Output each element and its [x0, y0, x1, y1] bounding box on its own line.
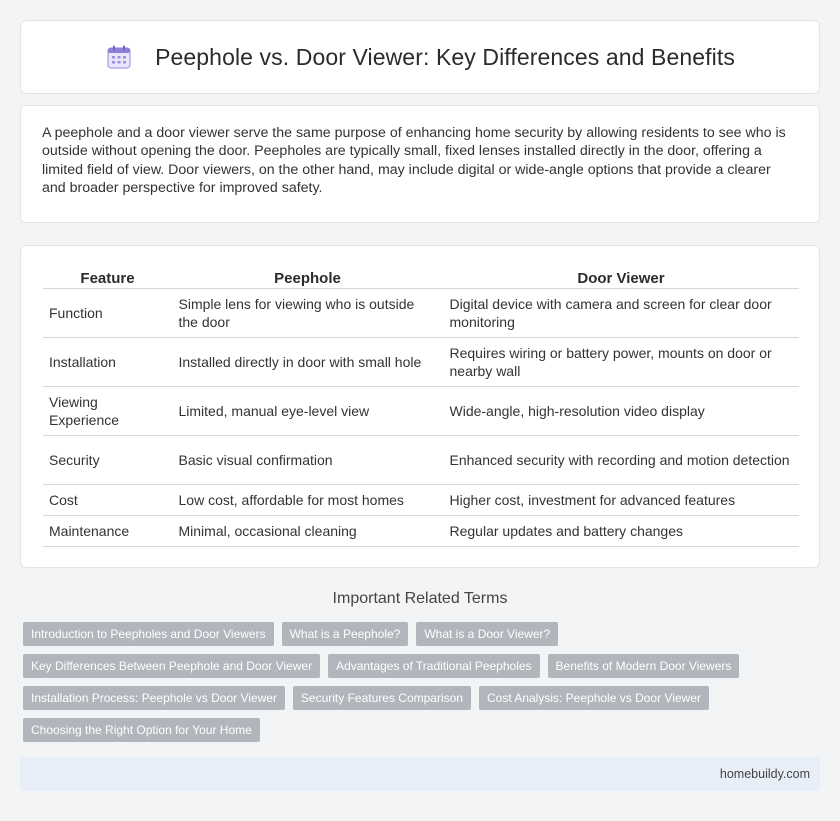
peephole-cell: Low cost, affordable for most homes [172, 484, 443, 515]
footer [20, 757, 820, 791]
feature-cell: Viewing Experience [43, 386, 172, 435]
related-term-tag[interactable]: What is a Door Viewer? [416, 622, 558, 646]
related-term-tag[interactable]: Security Features Comparison [293, 686, 471, 710]
peephole-cell: Limited, manual eye-level view [172, 386, 443, 435]
header-feature: Feature [43, 266, 172, 288]
peephole-cell: Minimal, occasional cleaning [172, 515, 443, 546]
peephole-cell: Installed directly in door with small hole [172, 337, 443, 386]
comparison-table [43, 266, 799, 547]
comparison-card [20, 245, 820, 568]
related-terms-title: Important Related Terms [332, 590, 508, 607]
feature-cell: Maintenance [43, 515, 172, 546]
header-peephole: Peephole [172, 266, 443, 288]
table-header-row [43, 266, 799, 288]
footer-site-link[interactable]: homebuildy.com [719, 767, 810, 781]
peephole-cell: Basic visual confirmation [172, 435, 443, 484]
table-row [43, 515, 799, 546]
related-term-tag[interactable]: Introduction to Peepholes and Door Viewers [23, 622, 274, 646]
door-viewer-cell: Enhanced security with recording and motion detection [443, 435, 799, 484]
related-term-tag[interactable]: What is a Peephole? [282, 622, 409, 646]
table-row [43, 435, 799, 484]
related-term-tag[interactable]: Choosing the Right Option for Your Home [23, 718, 260, 742]
page-header [20, 20, 820, 94]
door-viewer-cell: Digital device with camera and screen for clear door monitoring [443, 288, 799, 337]
door-viewer-cell: Regular updates and battery changes [443, 515, 799, 546]
related-term-tag[interactable]: Key Differences Between Peephole and Door Viewer [23, 654, 320, 678]
peephole-cell: Simple lens for viewing who is outside the door [172, 288, 443, 337]
table-row [43, 484, 799, 515]
door-viewer-cell: Wide-angle, high-resolution video display [443, 386, 799, 435]
feature-cell: Function [43, 288, 172, 337]
door-viewer-cell: Requires wiring or battery power, mounts on door or nearby wall [443, 337, 799, 386]
table-row [43, 337, 799, 386]
feature-cell: Cost [43, 484, 172, 515]
door-viewer-cell: Higher cost, investment for advanced features [443, 484, 799, 515]
table-row [43, 288, 799, 337]
related-terms-list [23, 622, 823, 750]
intro-text: A peephole and a door viewer serve the same purpose of enhancing home security by allowing residents to see who is outside without opening the door. Peepholes are typically small, fixed lenses installed directly in the door, offering a limited field of view. Door viewers, on the other hand, may include digital or wide-angle options that provide a clearer and broader perspective for improved safety. [42, 125, 786, 196]
related-term-tag[interactable]: Advantages of Traditional Peepholes [328, 654, 539, 678]
feature-cell: Installation [43, 337, 172, 386]
related-term-tag[interactable]: Benefits of Modern Door Viewers [548, 654, 740, 678]
related-term-tag[interactable]: Cost Analysis: Peephole vs Door Viewer [479, 686, 709, 710]
feature-cell: Security [43, 435, 172, 484]
header-door-viewer: Door Viewer [443, 266, 799, 288]
calendar-icon [105, 43, 133, 71]
page-title: Peephole vs. Door Viewer: Key Differences and Benefits [155, 43, 735, 70]
related-term-tag[interactable]: Installation Process: Peephole vs Door Viewer [23, 686, 285, 710]
intro-card [20, 105, 820, 223]
table-row [43, 386, 799, 435]
